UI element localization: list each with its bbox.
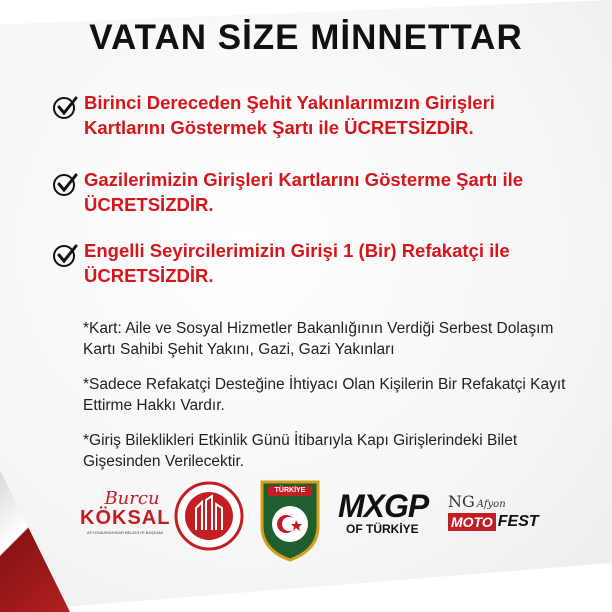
mxgp-text: MXGP [338, 488, 429, 524]
moto-text: MOTO [448, 513, 496, 531]
afyon-text: Afyon [476, 499, 506, 510]
municipality-seal-logo [174, 476, 244, 556]
burcu-koksal-logo [80, 488, 170, 548]
ng-text: NG [448, 492, 475, 511]
turkiye-badge-label: TÜRKİYE [274, 487, 306, 494]
item-text: Gazilerimizin Girişleri Kartlarını Gösterme Şartı ile ÜCRETSİZDİR. [84, 169, 524, 215]
burcu-script: Burcu [104, 488, 160, 509]
check-icon [52, 94, 78, 120]
mxgp-caption: OF TÜRKİYE [346, 522, 419, 536]
note-bileklik: *Giriş Bileklikleri Etkinlik Günü İtibarıyla Kapı Girişlerindeki Bilet Gişesinden Verilecektir. [83, 432, 518, 470]
motofest-logo [448, 492, 568, 552]
turkiye-shield-logo [258, 476, 322, 562]
item-text: Engelli Seyircilerimizin Girişi 1 (Bir) Refakatçi ile ÜCRETSİZDİR. [84, 240, 510, 286]
mxgp-logo [338, 490, 448, 550]
sponsor-logos [80, 476, 590, 566]
note-kart: *Kart: Aile ve Sosyal Hizmetler Bakanlığının Verdiği Serbest Dolaşım Kartı Sahibi Şehit Yakını, Gazi, Gazi Yakınları [83, 320, 554, 358]
page-title: VATAN SİZE MİNNETTAR [89, 18, 523, 57]
burcu-caption: AFYONKARAHİSAR BELEDİYE BAŞKANI [86, 530, 164, 535]
note-refakatci: *Sadece Refakatçi Desteğine İhtiyacı Olan Kişilerin Bir Refakatçi Kayıt Ettirme Hakkı Vardır. [83, 376, 566, 414]
check-icon [52, 242, 78, 268]
fest-text: FEST [497, 513, 539, 530]
item-text: Birinci Dereceden Şehit Yakınlarımızın Girişleri Kartlarını Göstermek Şartı ile ÜCRETSİZDİR. [84, 92, 495, 138]
burcu-name: KÖKSAL [80, 507, 171, 529]
check-icon [52, 171, 78, 197]
